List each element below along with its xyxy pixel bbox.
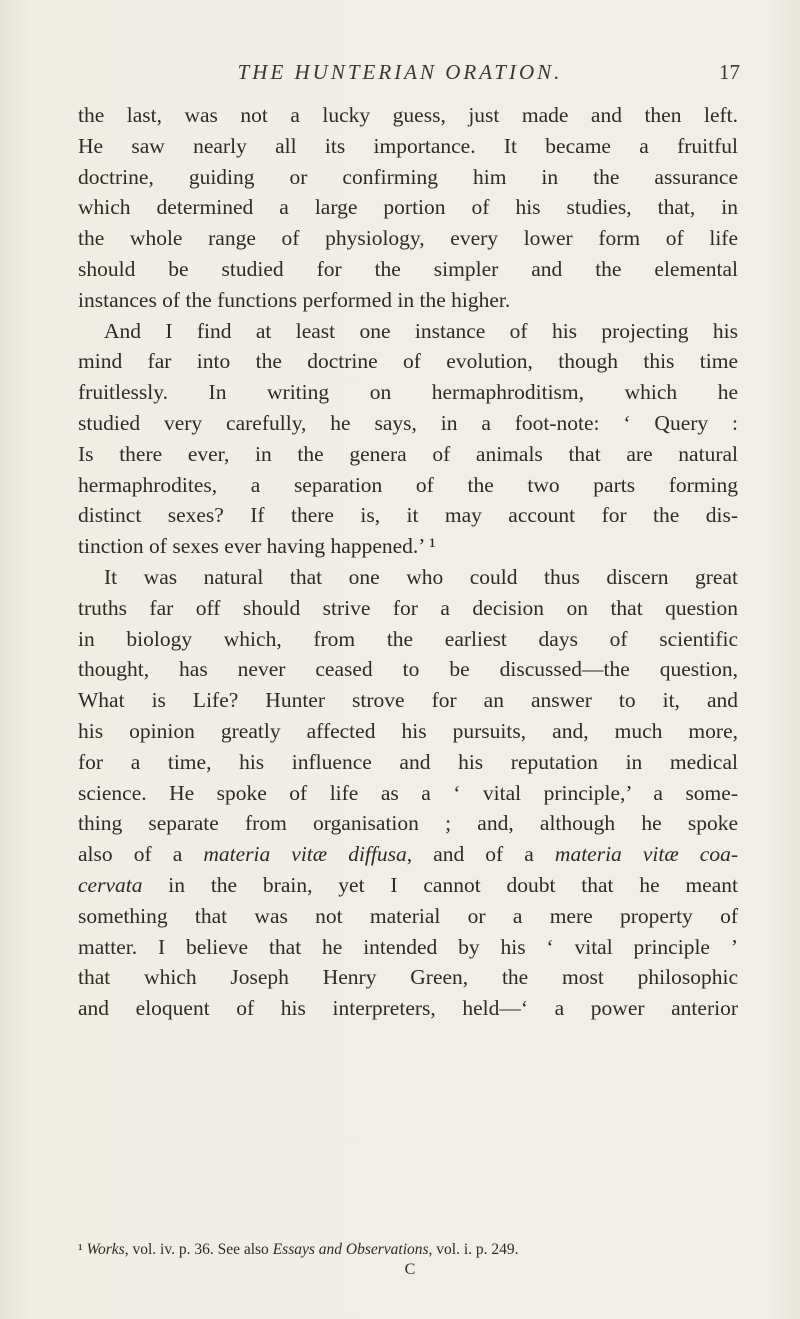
text-line: tinction of sexes ever having happened.’ ¹ xyxy=(78,534,436,559)
text-line: fruitlessly. In writing on hermaphroditism, which he xyxy=(78,380,738,405)
footnote-work-title: Works xyxy=(86,1241,125,1258)
text-line xyxy=(78,839,738,870)
latin-term: materia vitæ diffusa xyxy=(203,842,407,867)
body-text xyxy=(78,100,738,1024)
text-line xyxy=(78,870,738,901)
text-line: matter. I believe that he intended by his ‘ vital principle ’ xyxy=(78,934,738,959)
text-line: It was natural that one who could thus discern great xyxy=(104,564,738,589)
latin-term: cervata xyxy=(78,872,143,897)
text-line: that which Joseph Henry Green, the most philosophic xyxy=(78,965,738,990)
running-title: THE HUNTERIAN ORATION. xyxy=(237,60,563,84)
text-line: which determined a large portion of his studies, that, in xyxy=(78,195,738,220)
text-line: hermaphrodites, a separation of the two parts forming xyxy=(78,472,738,497)
text-line: studied very carefully, he says, in a foot-note: ‘ Query : xyxy=(78,410,738,435)
text-run: , and of a xyxy=(406,842,555,867)
text-line: truths far off should strive for a decision on that question xyxy=(78,595,738,620)
footnote-text: , vol. iv. p. 36. See also xyxy=(124,1241,273,1258)
text-line: And I find at least one instance of his projecting his xyxy=(104,318,738,343)
footnote-text: , vol. i. p. 249. xyxy=(428,1241,519,1258)
text-line: distinct sexes? If there is, it may account for the dis- xyxy=(78,503,738,528)
text-line: instances of the functions performed in the higher. xyxy=(78,287,511,312)
footnote-work-title: Essays and Observations xyxy=(272,1241,429,1258)
text-line: thing separate from organisation ; and, although he spoke xyxy=(78,811,738,836)
text-line: and eloquent of his interpreters, held—‘ a power anterior xyxy=(78,996,738,1021)
footnote xyxy=(78,1240,738,1260)
text-line: thought, has never ceased to be discussed—the question, xyxy=(78,657,738,682)
text-line: for a time, his influence and his reputation in medical xyxy=(78,749,738,774)
latin-term: materia vitæ coa- xyxy=(554,842,738,867)
text-run: also of a xyxy=(78,842,204,867)
text-line: mind far into the doctrine of evolution, though this time xyxy=(78,349,738,374)
text-line: science. He spoke of life as a ‘ vital principle,’ a some- xyxy=(78,780,738,805)
text-line: the last, was not a lucky guess, just made and then left. xyxy=(78,103,738,127)
text-line: something that was not material or a mere property of xyxy=(78,903,738,928)
text-run: in the brain, yet I cannot doubt that he meant xyxy=(142,872,738,897)
text-line: the whole range of physiology, every lower form of life xyxy=(78,226,738,251)
text-line: He saw nearly all its importance. It became a fruitful xyxy=(78,133,738,158)
page-number: 17 xyxy=(719,60,740,84)
text-line: Is there ever, in the genera of animals that are natural xyxy=(78,441,738,466)
footnote-marker: ¹ xyxy=(78,1241,83,1258)
signature-mark: C xyxy=(404,1261,416,1278)
text-line: his opinion greatly affected his pursuits, and, much more, xyxy=(78,718,738,743)
text-line: should be studied for the simpler and the elemental xyxy=(78,256,738,281)
text-line: doctrine, guiding or confirming him in the assurance xyxy=(78,164,738,189)
text-line: in biology which, from the earliest days of scientific xyxy=(78,626,738,651)
text-line: What is Life? Hunter strove for an answer to it, and xyxy=(78,688,738,713)
